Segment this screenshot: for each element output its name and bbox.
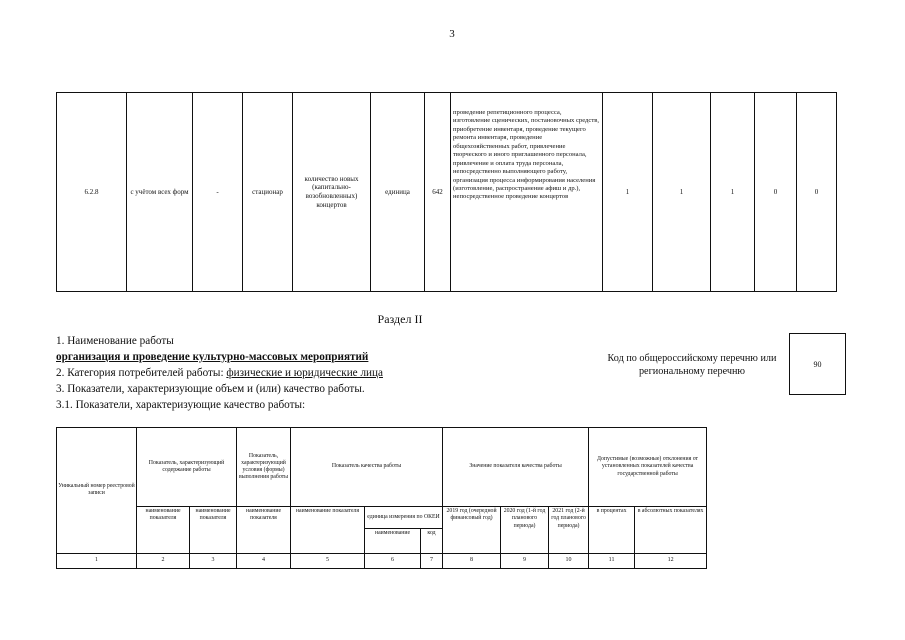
year-2019-header: 2019 год (очередной финансовый год) [443, 507, 501, 554]
column-number-row [57, 553, 707, 568]
column-number: 8 [443, 553, 501, 568]
deviation-group-header: Допустимые (возможные) отклонения от установленных показателей качества государственной работы [589, 428, 707, 507]
registry-code-box: 90 [789, 333, 846, 395]
table-subheader-row [57, 507, 707, 529]
column-number: 11 [589, 553, 635, 568]
column-number: 9 [501, 553, 549, 568]
registry-code-label: Код по общероссийскому перечню или региональному перечню [607, 353, 777, 378]
unit-cell: единица [371, 93, 425, 292]
values-group-header: Значение показателя качества работы [443, 428, 589, 507]
absolute-header: в абсолютных показателях [635, 507, 707, 554]
consumer-category-label: 2. Категория потребителей работы: [56, 367, 227, 379]
year-2021-header: 2021 год (2-й год планового периода) [549, 507, 589, 554]
table-header-row [57, 428, 707, 507]
year-2020-header: 2020 год (1-й год планового периода) [501, 507, 549, 554]
value-cell-3: 1 [711, 93, 755, 292]
quality-indicator-name: наименование показателя [291, 507, 365, 554]
top-indicator-table [56, 92, 837, 292]
column-number: 12 [635, 553, 707, 568]
column-number: 10 [549, 553, 589, 568]
content-cell: с учётом всех форм [127, 93, 193, 292]
value-cell-1: 1 [603, 93, 653, 292]
indicator-cell: количество новых (капитально-возобновленных) концертов [293, 93, 371, 292]
condition-group-header: Показатель, характеризующий условия (формы) выполнения работы [237, 428, 291, 507]
column-number: 2 [137, 553, 190, 568]
quality-indicators-heading: 3.1. Показатели, характеризующие качество работы: [56, 399, 306, 411]
column-number: 1 [57, 553, 137, 568]
unit-code-header: код [421, 529, 443, 553]
okei-cell: 642 [425, 93, 451, 292]
registry-header: Уникальный номер реестровой записи [57, 428, 137, 554]
value-cell-5: 0 [797, 93, 837, 292]
work-name-label: 1. Наименование работы [56, 335, 174, 347]
section-title: Раздел II [377, 312, 423, 326]
column-number: 4 [237, 553, 291, 568]
unit-name-header: наименование [365, 529, 421, 553]
table-row [57, 93, 837, 292]
consumer-category [56, 367, 383, 379]
description-cell: проведение репетиционного процесса, изготовление сценических, постановочных средств, приобретение инвентаря, проведение текущего ремонта инвентаря, проведение общехозяйственных работ, привлечение творческого и иного приглашенного персонала, привлечение и оплата труда персонала, непосредственно выполняющего работу, организация процесса информирования населения (изготовление, распространение афиш и др.), непосредственное проведение концертов [451, 93, 603, 292]
condition-cell: стационар [243, 93, 293, 292]
column-number: 6 [365, 553, 421, 568]
content-group-header: Показатель, характеризующий содержание работы [137, 428, 237, 507]
quality-indicators-table [56, 427, 707, 569]
registry-code: 6.2.8 [57, 93, 127, 292]
condition-indicator-name: наименование показателя [237, 507, 291, 554]
indicators-heading: 3. Показатели, характеризующие объем и (или) качество работы. [56, 383, 365, 395]
work-name-value: организация и проведение культурно-массовых мероприятий [56, 351, 369, 363]
dash-cell: - [193, 93, 243, 292]
content-indicator-name-2: наименование показателя [190, 507, 237, 554]
percent-header: в процентах [589, 507, 635, 554]
column-number: 3 [190, 553, 237, 568]
content-indicator-name-1: наименование показателя [137, 507, 190, 554]
column-number: 7 [421, 553, 443, 568]
quality-group-header: Показатель качества работы [291, 428, 443, 507]
value-cell-2: 1 [653, 93, 711, 292]
consumer-category-value: физические и юридические лица [226, 367, 383, 379]
value-cell-4: 0 [755, 93, 797, 292]
column-number: 5 [291, 553, 365, 568]
page-number: 3 [449, 28, 455, 40]
unit-okei-header: единица измерения по ОКЕИ [365, 507, 443, 529]
